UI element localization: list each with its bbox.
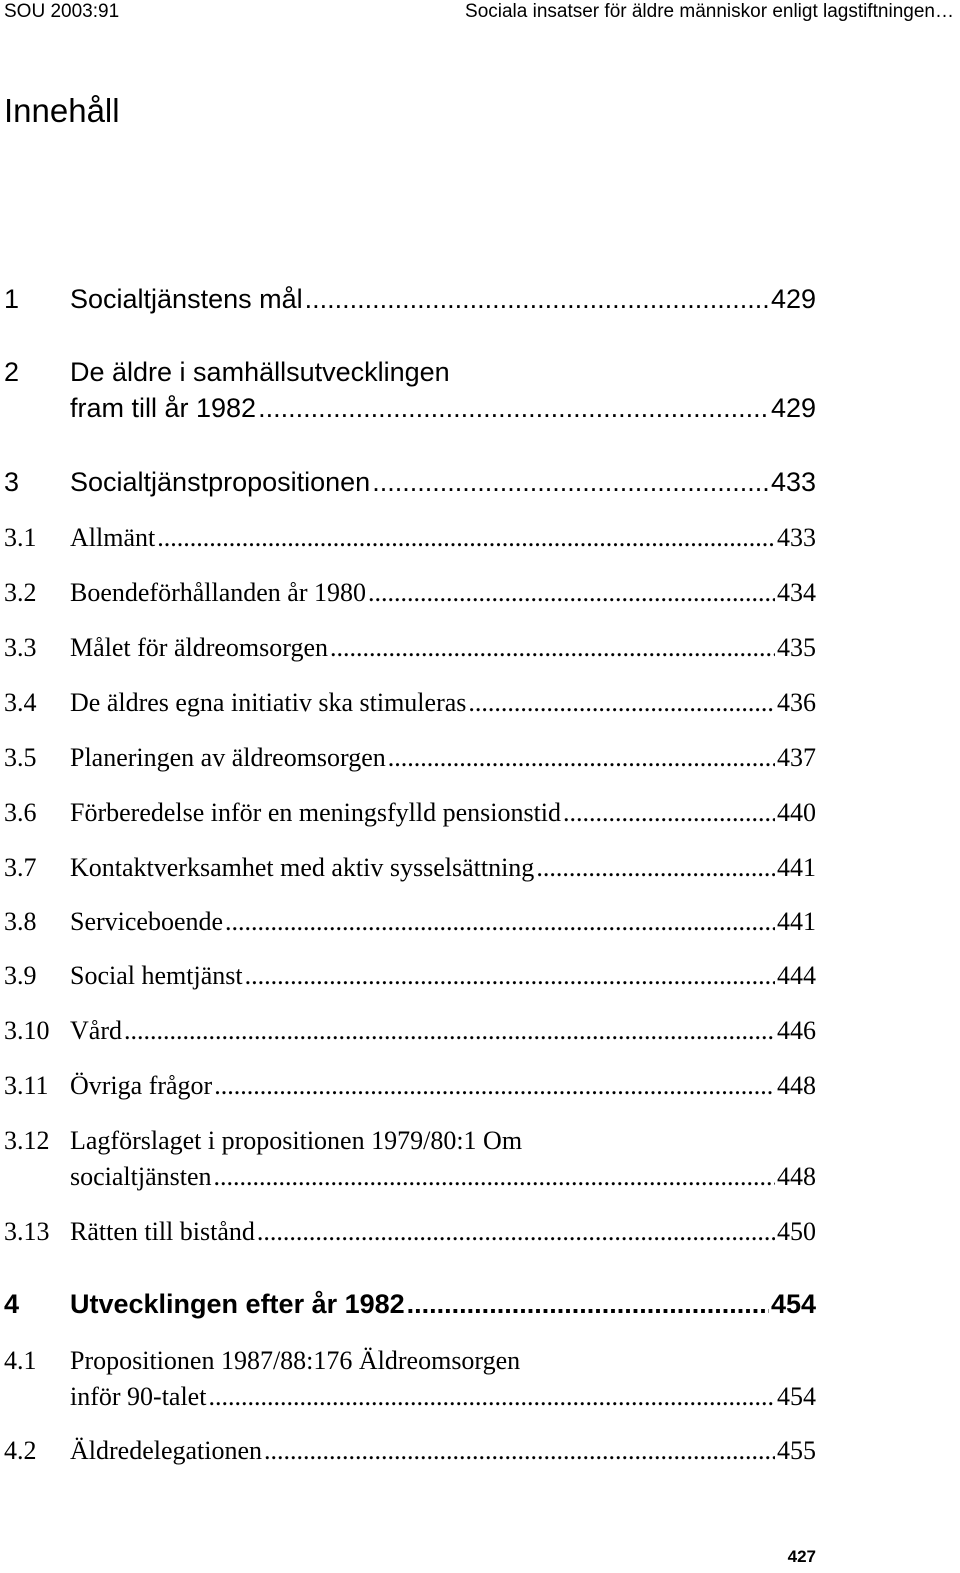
toc-entry[interactable] — [4, 1433, 816, 1469]
toc-entry[interactable] — [4, 850, 816, 886]
toc-entry-page: 450 — [777, 1217, 816, 1246]
toc-entry-number: 3.1 — [4, 523, 37, 552]
toc-entry-title: socialtjänsten — [70, 1162, 212, 1191]
toc-entry-title: De äldre i samhällsutvecklingen — [70, 357, 450, 387]
toc-entry-title: Lagförslaget i propositionen 1979/80:1 Om — [70, 1126, 523, 1155]
toc-entry-number: 3.7 — [4, 853, 37, 882]
toc-entry[interactable] — [4, 1123, 816, 1195]
toc-entry-page: 441 — [777, 853, 816, 882]
toc-entry-title: De äldres egna initiativ ska stimuleras — [70, 688, 467, 717]
dot-leader — [407, 1286, 769, 1322]
toc-entry-page: 444 — [777, 961, 816, 990]
toc-entry-page: 448 — [777, 1162, 816, 1191]
toc-entry-title: Äldredelegationen — [70, 1436, 263, 1465]
dot-leader — [330, 630, 775, 666]
toc-entry[interactable] — [4, 630, 816, 666]
toc-entry-title: Social hemtjänst — [70, 961, 243, 990]
toc-entry-title: Kontaktverksamhet med aktiv sysselsättning — [70, 853, 535, 882]
toc-entry-title: Planeringen av äldreomsorgen — [70, 743, 386, 772]
toc-entry-page: 448 — [777, 1071, 816, 1100]
toc-entry-number: 3.2 — [4, 578, 37, 607]
toc-entry[interactable] — [4, 1286, 816, 1322]
toc-entry[interactable] — [4, 1343, 816, 1415]
toc-entry-page: 440 — [777, 798, 816, 827]
toc-entry-title: Förberedelse inför en meningsfylld pensionstid — [70, 798, 562, 827]
toc-entry-page: 441 — [777, 907, 816, 936]
toc-entry-number: 3.9 — [4, 961, 37, 990]
toc-entry[interactable] — [4, 958, 816, 994]
toc-entry[interactable] — [4, 464, 816, 500]
toc-entry-page: 454 — [777, 1382, 816, 1411]
dot-leader — [372, 464, 769, 500]
toc-entry[interactable] — [4, 795, 816, 831]
toc-entry-number: 3.10 — [4, 1016, 50, 1045]
toc-entry-page: 429 — [770, 284, 816, 314]
dot-leader — [368, 575, 775, 611]
dot-leader — [264, 1433, 775, 1469]
toc-entry-number: 3.11 — [4, 1071, 49, 1100]
dot-leader — [214, 1159, 775, 1195]
toc-entry-number: 3 — [4, 467, 20, 497]
toc-entry[interactable] — [4, 1068, 816, 1104]
toc-entry[interactable] — [4, 1214, 816, 1250]
toc-entry-title: inför 90-talet — [70, 1382, 207, 1411]
dot-leader — [214, 1068, 775, 1104]
page-number: 427 — [787, 1547, 816, 1566]
toc-entry-title: Socialtjänstpropositionen — [70, 467, 371, 497]
dot-leader — [124, 1013, 775, 1049]
toc-entry-number: 3.3 — [4, 633, 37, 662]
dot-leader — [563, 795, 775, 831]
toc-entry-title: Boendeförhållanden år 1980 — [70, 578, 367, 607]
dot-leader — [305, 281, 769, 317]
document-id: SOU 2003:91 — [4, 1, 120, 22]
toc-entry-title: Vård — [70, 1016, 122, 1045]
dot-leader — [257, 1214, 775, 1250]
toc-entry-title: Utvecklingen efter år 1982 — [70, 1289, 405, 1319]
dot-leader — [225, 904, 775, 940]
toc-entry-number: 3.12 — [4, 1126, 50, 1155]
toc-entry-page: 433 — [770, 467, 816, 497]
dot-leader — [208, 1379, 775, 1415]
toc-entry-number: 3.4 — [4, 688, 37, 717]
toc-entry-number: 2 — [4, 357, 20, 387]
toc-entry-page: 433 — [777, 523, 816, 552]
toc-entry-page: 434 — [777, 578, 816, 607]
dot-leader — [258, 390, 769, 426]
toc-entry-number: 3.5 — [4, 743, 37, 772]
toc-entry[interactable] — [4, 520, 816, 556]
toc-entry[interactable] — [4, 740, 816, 776]
toc-entry[interactable] — [4, 575, 816, 611]
running-title: Sociala insatser för äldre människor enligt lagstiftningen… — [465, 1, 954, 22]
toc-entry-page: 429 — [770, 393, 816, 423]
toc-entry[interactable] — [4, 685, 816, 721]
dot-leader — [388, 740, 775, 776]
toc-entry-title: fram till år 1982 — [70, 393, 257, 423]
toc-entry[interactable] — [4, 1013, 816, 1049]
toc-entry-number: 4.2 — [4, 1436, 37, 1465]
dot-leader — [157, 520, 775, 556]
toc-entry-title: Målet för äldreomsorgen — [70, 633, 328, 662]
toc-entry-page: 446 — [777, 1016, 816, 1045]
toc-entry[interactable] — [4, 904, 816, 940]
toc-entry-page: 435 — [777, 633, 816, 662]
dot-leader — [468, 685, 775, 721]
toc-entry-title: Rätten till bistånd — [70, 1217, 255, 1246]
toc-entry-page: 436 — [777, 688, 816, 717]
toc-entry-number: 3.8 — [4, 907, 37, 936]
toc-entry-title: Serviceboende — [70, 907, 224, 936]
toc-entry-number: 4 — [4, 1289, 20, 1319]
toc-entry-page: 454 — [770, 1289, 816, 1319]
toc-entry-title: Övriga frågor — [70, 1071, 213, 1100]
toc-entry-title: Allmänt — [70, 523, 156, 552]
toc-entry-page: 455 — [777, 1436, 816, 1465]
toc-entry-title: Propositionen 1987/88:176 Äldreomsorgen — [70, 1346, 521, 1375]
dot-leader — [245, 958, 775, 994]
toc-title: Innehåll — [4, 92, 120, 129]
dot-leader — [536, 850, 775, 886]
toc-entry-number: 3.13 — [4, 1217, 50, 1246]
toc-entry-title: Socialtjänstens mål — [70, 284, 303, 314]
toc-entry-number: 1 — [4, 284, 20, 314]
toc-entry-number: 4.1 — [4, 1346, 37, 1375]
toc-entry[interactable] — [4, 281, 816, 317]
toc-entry-page: 437 — [777, 743, 816, 772]
toc-entry[interactable] — [4, 354, 816, 426]
toc-entry-number: 3.6 — [4, 798, 37, 827]
